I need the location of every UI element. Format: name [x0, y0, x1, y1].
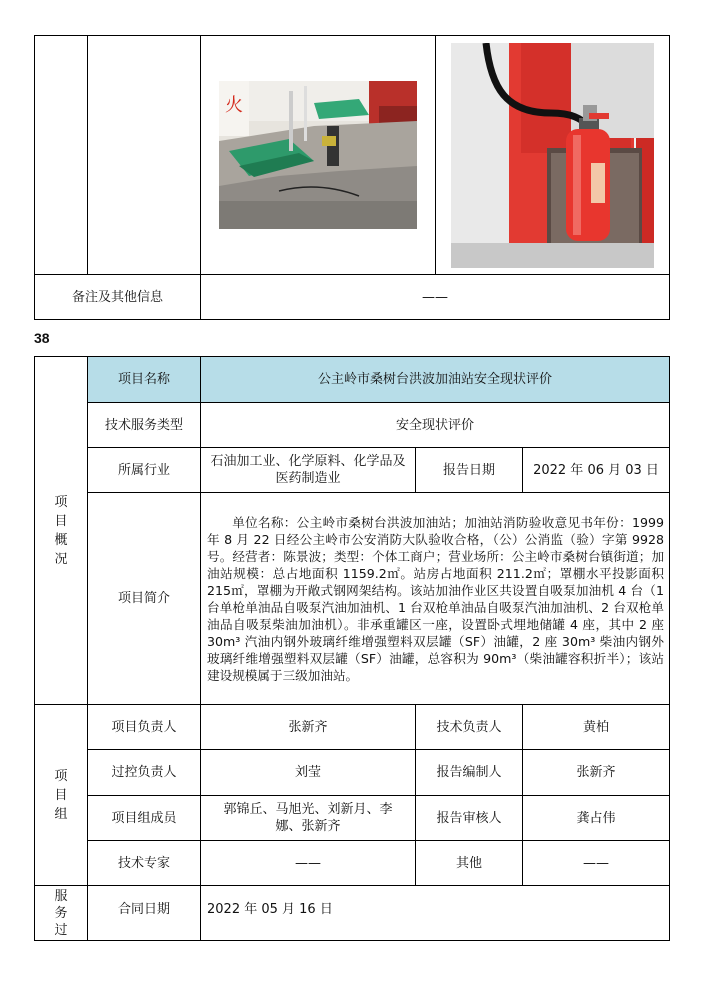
- svg-text:火: 火: [225, 95, 243, 116]
- other-label: 其他: [416, 841, 523, 886]
- intro-text: 单位名称：公主岭市桑树台洪波加油站；加油站消防验收意见书年份：1999 年 8 月 22 日经公主岭市公安消防大队验收合格，（公）公消监（验）字第 9928 号。经营者：陈景波；类型：个体工商户；营业场所：公主岭市桑树台镇街道；加油站规模：总占地面积 1159.2㎡。站房占地面积 211.2㎡；罩棚水平投影面积 215㎡，罩棚为开敞式钢网架结构。该站加油作业区共设置自吸泵加油机 4 台（1 台单枪单油品自吸泵汽油加油机、1 台双枪单油品自吸泵汽油加油机、2 台双枪单油品自吸泵柴油加油机）。非承重罐区一座，设置卧式埋地储罐 4 座，其中 2 座 30m³ 汽油内钢外玻璃纤维增强塑料双层罐（SF）油罐，2 座 30m³ 柴油内钢外玻璃纤维增强塑料双层罐（SF）油罐，总容积为 90m³（柴油罐容积折半）；该站建设规模属于三级加油站。: [201, 493, 670, 705]
- remarks-label: 备注及其他信息: [35, 275, 201, 320]
- team-group-label: 项目组: [35, 705, 88, 886]
- item-number: 38: [34, 330, 50, 346]
- contract-date-value: 2022 年 05 月 16 日: [201, 886, 670, 941]
- project-table: [34, 356, 670, 941]
- reviewer-label: 报告审核人: [416, 796, 523, 841]
- photo-cell-left: [201, 36, 436, 275]
- compiler-value: 张新齐: [523, 750, 670, 796]
- photo-cell-right: [436, 36, 670, 275]
- leader-label: 项目负责人: [88, 705, 201, 750]
- process-value: 刘莹: [201, 750, 416, 796]
- expert-value: ——: [201, 841, 416, 886]
- tech-leader-label: 技术负责人: [416, 705, 523, 750]
- fire-extinguisher-photo: [451, 43, 654, 268]
- contract-date-label: 合同日期: [88, 886, 201, 941]
- empty-cell: [88, 36, 201, 275]
- intro-label: 项目简介: [88, 493, 201, 705]
- gas-station-tank-photo: [219, 81, 417, 229]
- service-type-label: 技术服务类型: [88, 403, 201, 448]
- members-label: 项目组成员: [88, 796, 201, 841]
- industry-label: 所属行业: [88, 448, 201, 493]
- project-name-value: 公主岭市桑树台洪波加油站安全现状评价: [201, 357, 670, 403]
- industry-value: 石油加工业、化学原料、化学品及医药制造业: [201, 448, 416, 493]
- photo-table: [34, 35, 670, 320]
- compiler-label: 报告编制人: [416, 750, 523, 796]
- tech-leader-value: 黄柏: [523, 705, 670, 750]
- empty-cell: [35, 36, 88, 275]
- expert-label: 技术专家: [88, 841, 201, 886]
- process-label: 过控负责人: [88, 750, 201, 796]
- service-process-label: 服务过: [35, 886, 88, 941]
- report-date-value: 2022 年 06 月 03 日: [523, 448, 670, 493]
- reviewer-value: 龚占伟: [523, 796, 670, 841]
- overview-label: 项目概况: [35, 357, 88, 705]
- project-name-label: 项目名称: [88, 357, 201, 403]
- remarks-value: ——: [201, 275, 670, 320]
- leader-value: 张新齐: [201, 705, 416, 750]
- service-type-value: 安全现状评价: [201, 403, 670, 448]
- members-value: 郭锦丘、马旭光、刘新月、李娜、张新齐: [201, 796, 416, 841]
- other-value: ——: [523, 841, 670, 886]
- report-date-label: 报告日期: [416, 448, 523, 493]
